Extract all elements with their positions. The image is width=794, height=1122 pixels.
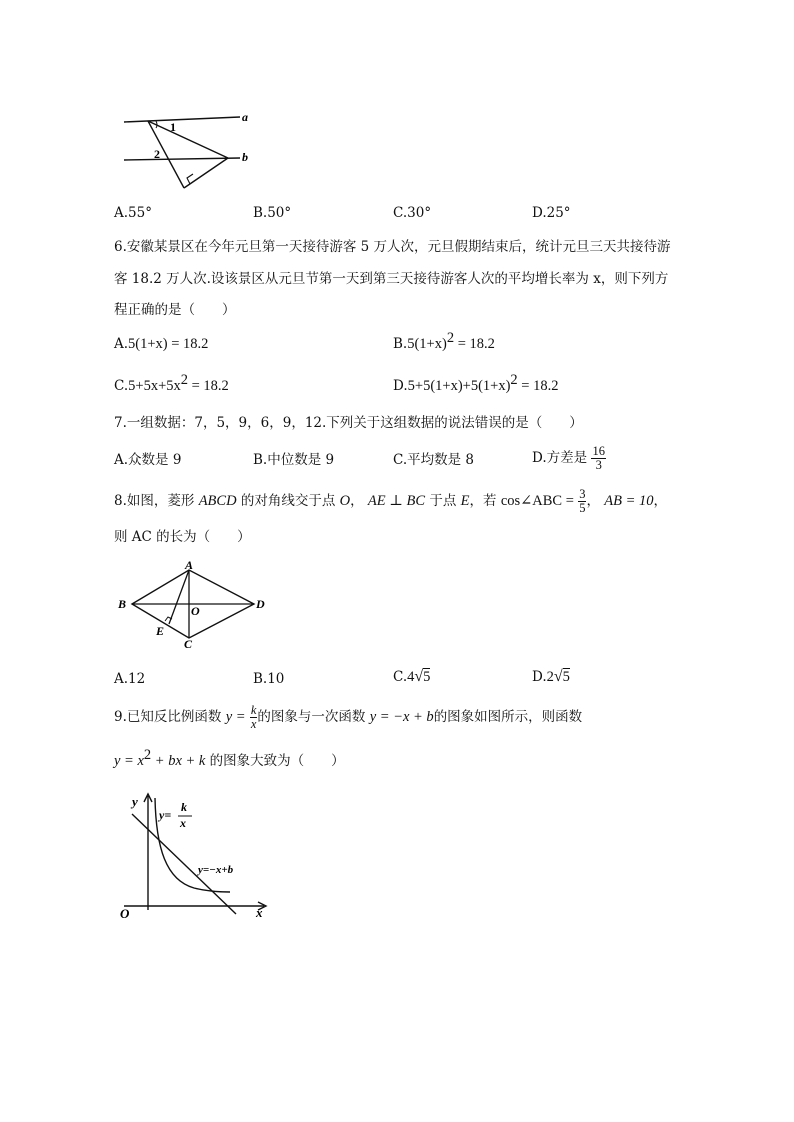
label-origin: O <box>120 906 130 921</box>
label-B: B <box>118 597 127 611</box>
q6-stem-line1: 6.安徽某景区在今年元旦第一天接待游客 5 万人次，元旦假期结束后，统计元旦三天共接待游 <box>114 239 671 255</box>
cos-fraction: $\frac{3}{5}$ <box>579 487 586 515</box>
triangle-side-3 <box>184 158 228 188</box>
parallel-lines-figure <box>118 108 268 192</box>
label-angle-2: 2 <box>154 147 160 161</box>
label-E: E <box>156 624 165 638</box>
q6-option-b: $B.5(1+x)^2 = 18.2$ <box>393 330 495 352</box>
q8-option-c: C.4√5 <box>393 668 431 685</box>
label-curve-x: x <box>180 816 186 830</box>
variance-fraction: $\frac{16}{3}$ <box>592 444 605 472</box>
q6-stem-line3: 程正确的是（ ） <box>114 302 236 318</box>
function-graph-figure <box>114 788 274 923</box>
q8-option-d: D.2√5 <box>532 668 570 685</box>
label-y-axis: y <box>132 794 138 809</box>
line-b <box>124 158 240 160</box>
label-O: O <box>191 604 200 618</box>
line-a <box>124 117 240 122</box>
q5-option-c: C.30° <box>393 205 432 221</box>
label-x-axis: x <box>256 905 263 920</box>
q7-option-d: D.方差是 $\frac{16}{3}$ <box>532 444 605 472</box>
sqrt-symbol: √ <box>553 668 563 685</box>
segment-ae <box>169 570 189 624</box>
k-over-x-fraction: $\frac{k}{x}$ <box>250 703 257 731</box>
q6-option-c: $C.5+5x+5x^2 = 18.2$ <box>114 372 229 394</box>
q6-option-a: A.5(1+x) = 18.2 <box>114 336 209 352</box>
q5-option-b: B.50° <box>253 205 292 221</box>
label-curve-y: y= <box>159 808 172 822</box>
q9-stem-line1: 9.已知反比例函数 y = $\frac{k}{x}$ 的图象与一次函数 y = −x + b的图象如图所示，则函数 <box>114 703 583 731</box>
label-a: a <box>242 110 248 124</box>
q6-option-d: $D.5+5(1+x)+5(1+x)^2 = 18.2$ <box>393 372 559 394</box>
q7-stem: 7.一组数据：7，5，9，6，9，12.下列关于这组数据的说法错误的是（ ） <box>114 415 583 431</box>
label-angle-1: 1 <box>170 120 176 134</box>
q8-stem-line2: 则 AC 的长为（ ） <box>114 529 251 545</box>
q8-stem-line1: 8.如图，菱形 ABCD 的对角线交于点 O， AE ⊥ BC 于点 E，若 cos∠ABC = $\frac{3}{5}$ ， AB = 10， <box>114 487 668 515</box>
rhombus-figure <box>114 560 270 652</box>
q9-stem-line2: $y = x^2$ + bx + k 的图象大致为（ ） <box>114 747 345 769</box>
q7-option-c: C.平均数是 8 <box>393 452 475 468</box>
q8-option-b: B.10 <box>253 671 285 687</box>
q6-stem-line2: 客 18.2 万人次.设该景区从元旦节第一天到第三天接待游客人次的平均增长率为 x，则下列方 <box>114 271 669 287</box>
label-line: y=−x+b <box>198 864 234 876</box>
q8-option-a: A.12 <box>114 671 146 687</box>
label-curve-k: k <box>181 800 187 814</box>
q5-option-a: A.55° <box>114 205 152 221</box>
triangle-side-1 <box>148 121 228 158</box>
label-C: C <box>184 637 193 651</box>
q7-option-a: A.众数是 9 <box>114 452 182 468</box>
label-D: D <box>256 597 265 611</box>
q7-option-b: B.中位数是 9 <box>253 452 335 468</box>
q5-option-d: D.25° <box>532 205 571 221</box>
sqrt-symbol: √ <box>414 668 424 685</box>
label-b: b <box>242 150 248 164</box>
label-A: A <box>185 560 194 572</box>
